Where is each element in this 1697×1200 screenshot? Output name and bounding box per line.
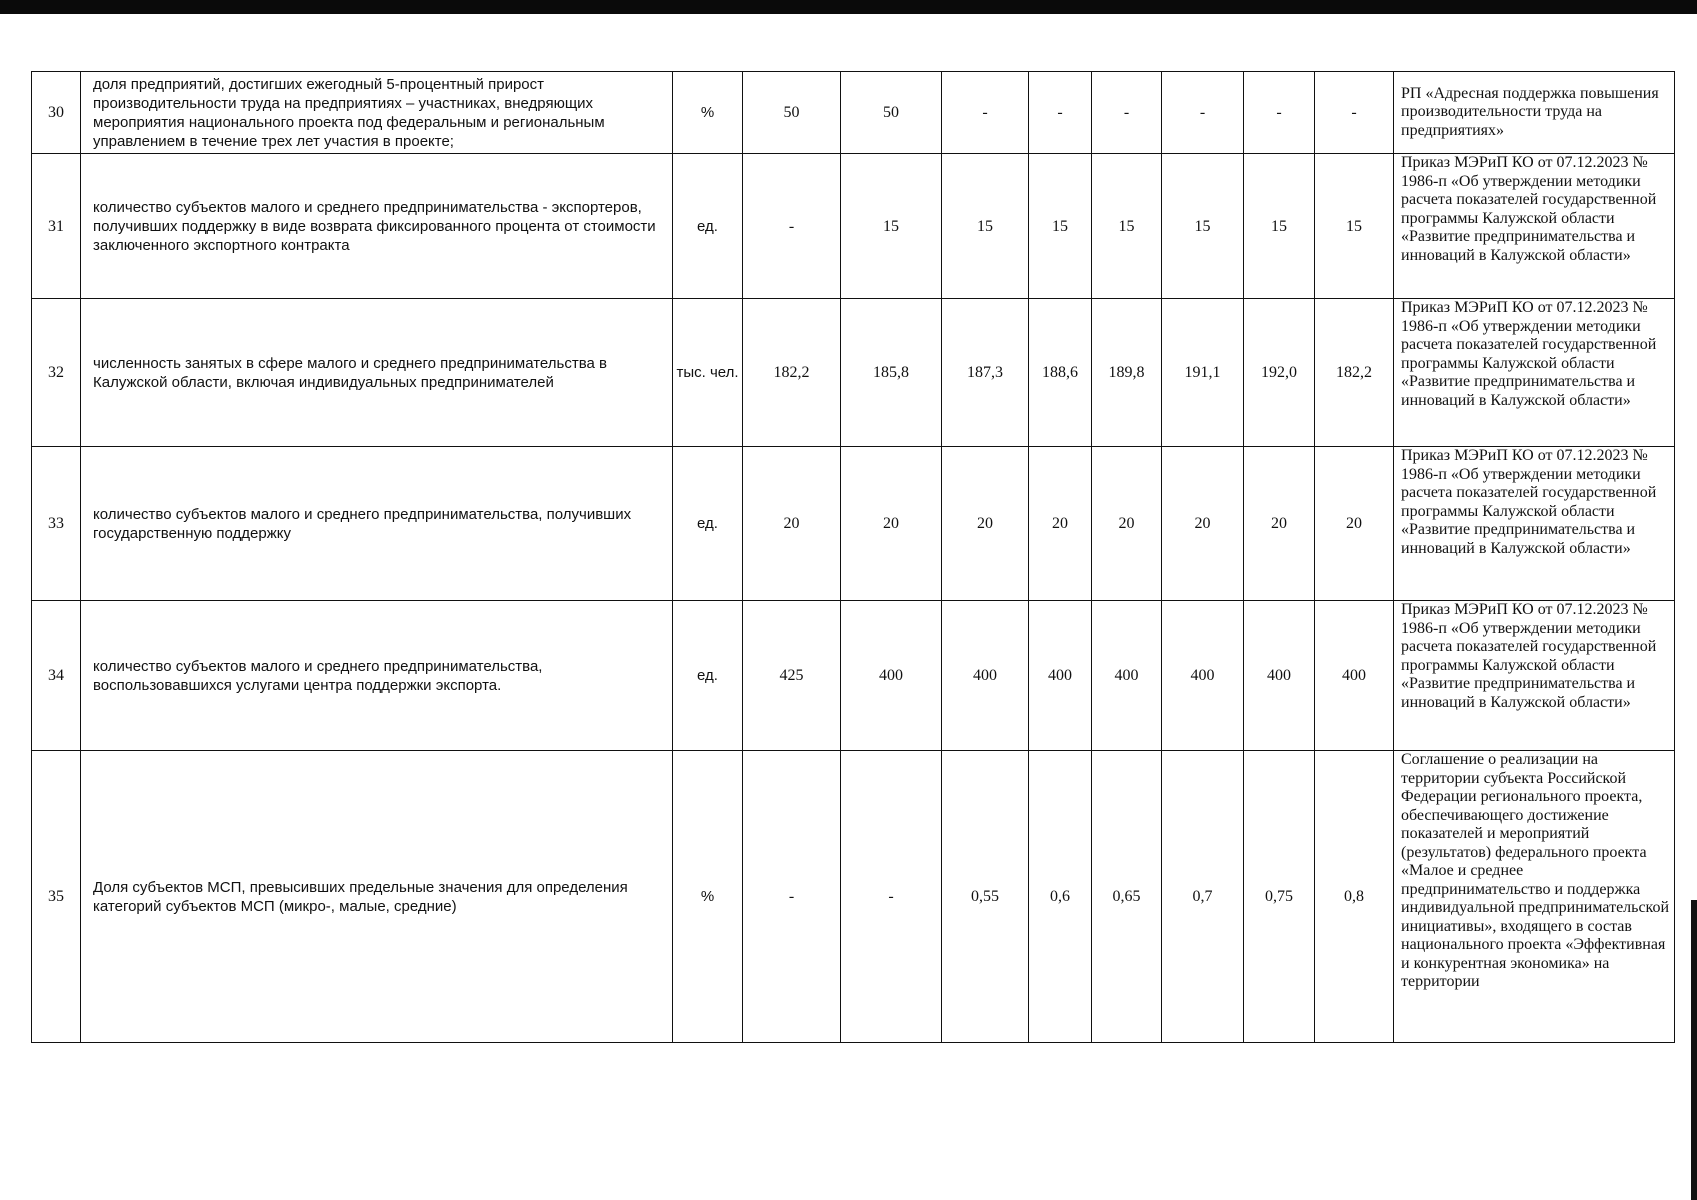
- value-cell: -: [743, 154, 841, 299]
- value-cell: 400: [1162, 601, 1244, 751]
- value-cell: 20: [1092, 447, 1162, 601]
- row-number: 32: [32, 299, 81, 447]
- value-cell: -: [1162, 72, 1244, 154]
- indicator-name: численность занятых в сфере малого и среднего предпринимательства в Калужской области, включая индивидуальных предпринимателей: [81, 299, 673, 447]
- value-cell: 50: [743, 72, 841, 154]
- scan-top-border: [0, 0, 1697, 14]
- row-number: 33: [32, 447, 81, 601]
- value-cell: 0,55: [942, 751, 1029, 1043]
- value-cell: 189,8: [1092, 299, 1162, 447]
- unit-cell: %: [673, 72, 743, 154]
- value-cell: 182,2: [743, 299, 841, 447]
- value-cell: -: [942, 72, 1029, 154]
- table-row: [32, 447, 1675, 601]
- value-cell: 0,7: [1162, 751, 1244, 1043]
- value-cell: 20: [743, 447, 841, 601]
- value-cell: 0,8: [1315, 751, 1394, 1043]
- indicator-name: количество субъектов малого и среднего предпринимательства, воспользовавшихся услугами центра поддержки экспорта.: [81, 601, 673, 751]
- value-cell: 400: [942, 601, 1029, 751]
- value-cell: 15: [942, 154, 1029, 299]
- value-cell: 0,75: [1244, 751, 1315, 1043]
- value-cell: 15: [841, 154, 942, 299]
- value-cell: 15: [1315, 154, 1394, 299]
- row-number: 30: [32, 72, 81, 154]
- table-row: [32, 601, 1675, 751]
- indicator-name: количество субъектов малого и среднего предпринимательства - экспортеров, получивших поддержку в виде возврата фиксированного процента от стоимости заключенного экспортного контракта: [81, 154, 673, 299]
- value-cell: 0,65: [1092, 751, 1162, 1043]
- value-cell: -: [1092, 72, 1162, 154]
- value-cell: 400: [1029, 601, 1092, 751]
- value-cell: -: [1029, 72, 1092, 154]
- value-cell: 187,3: [942, 299, 1029, 447]
- value-cell: 192,0: [1244, 299, 1315, 447]
- scan-right-edge: [1691, 900, 1697, 1200]
- source-cell: Приказ МЭРиП КО от 07.12.2023 № 1986-п «Об утверждении методики расчета показателей государственной программы Калужской области «Развитие предпринимательства и инноваций в Калужской области»: [1394, 447, 1675, 601]
- value-cell: 20: [841, 447, 942, 601]
- value-cell: 400: [1315, 601, 1394, 751]
- value-cell: 182,2: [1315, 299, 1394, 447]
- row-number: 31: [32, 154, 81, 299]
- indicator-name: Доля субъектов МСП, превысивших предельные значения для определения категорий субъектов МСП (микро-, малые, средние): [81, 751, 673, 1043]
- unit-cell: ед.: [673, 601, 743, 751]
- value-cell: 15: [1092, 154, 1162, 299]
- value-cell: 20: [1029, 447, 1092, 601]
- row-number: 35: [32, 751, 81, 1043]
- value-cell: 15: [1029, 154, 1092, 299]
- value-cell: 20: [1162, 447, 1244, 601]
- unit-cell: тыс. чел.: [673, 299, 743, 447]
- unit-cell: ед.: [673, 154, 743, 299]
- table-row: [32, 751, 1675, 1043]
- value-cell: -: [1315, 72, 1394, 154]
- value-cell: 15: [1244, 154, 1315, 299]
- row-number: 34: [32, 601, 81, 751]
- table-row: [32, 299, 1675, 447]
- value-cell: 188,6: [1029, 299, 1092, 447]
- source-cell: Приказ МЭРиП КО от 07.12.2023 № 1986-п «Об утверждении методики расчета показателей государственной программы Калужской области «Развитие предпринимательства и инноваций в Калужской области»: [1394, 601, 1675, 751]
- source-cell: РП «Адресная поддержка повышения производительности труда на предприятиях»: [1394, 72, 1675, 154]
- value-cell: 400: [1244, 601, 1315, 751]
- source-cell: Приказ МЭРиП КО от 07.12.2023 № 1986-п «Об утверждении методики расчета показателей государственной программы Калужской области «Развитие предпринимательства и инноваций в Калужской области»: [1394, 154, 1675, 299]
- indicator-name: доля предприятий, достигших ежегодный 5-процентный прирост производительности труда на предприятиях – участниках, внедряющих мероприятия национального проекта под федеральным и региональным управлением в течение трех лет участия в проекте;: [81, 72, 673, 154]
- value-cell: 425: [743, 601, 841, 751]
- source-cell: Соглашение о реализации на территории субъекта Российской Федерации регионального проекта, обеспечивающего достижение показателей и мероприятий (результатов) федерального проекта «Малое и среднее предпринимательство и поддержка индивидуальной предпринимательской инициативы», входящего в состав национального проекта «Эффективная и конкурентная экономика» на территории: [1394, 751, 1675, 1043]
- value-cell: -: [743, 751, 841, 1043]
- value-cell: 0,6: [1029, 751, 1092, 1043]
- value-cell: -: [1244, 72, 1315, 154]
- table-row: [32, 154, 1675, 299]
- value-cell: 20: [1244, 447, 1315, 601]
- value-cell: 185,8: [841, 299, 942, 447]
- value-cell: 20: [942, 447, 1029, 601]
- source-cell: Приказ МЭРиП КО от 07.12.2023 № 1986-п «Об утверждении методики расчета показателей государственной программы Калужской области «Развитие предпринимательства и инноваций в Калужской области»: [1394, 299, 1675, 447]
- unit-cell: ед.: [673, 447, 743, 601]
- value-cell: 400: [1092, 601, 1162, 751]
- value-cell: 400: [841, 601, 942, 751]
- value-cell: 191,1: [1162, 299, 1244, 447]
- table-row: [32, 72, 1675, 154]
- value-cell: 20: [1315, 447, 1394, 601]
- value-cell: -: [841, 751, 942, 1043]
- indicator-name: количество субъектов малого и среднего предпринимательства, получивших государственную поддержку: [81, 447, 673, 601]
- unit-cell: %: [673, 751, 743, 1043]
- value-cell: 50: [841, 72, 942, 154]
- value-cell: 15: [1162, 154, 1244, 299]
- indicators-table: [31, 71, 1675, 1043]
